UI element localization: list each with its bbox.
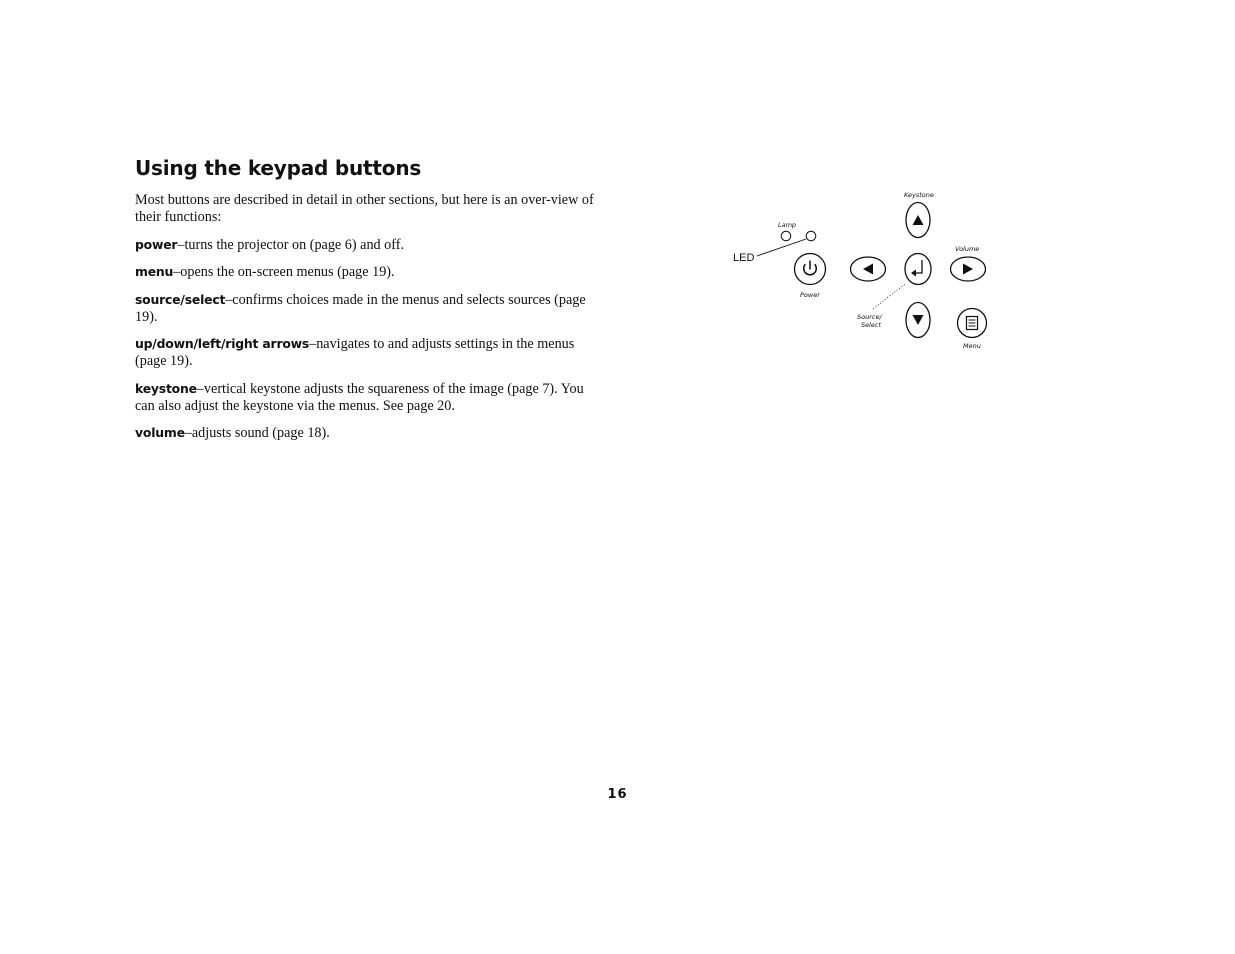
source-label-line2: Select xyxy=(861,321,882,329)
left-arrow-button[interactable] xyxy=(851,257,886,281)
body-text xyxy=(135,192,597,452)
led-callout-line xyxy=(757,239,806,256)
desc-source-select: –confirms choices made in the menus and selects sources (page 19). xyxy=(135,291,586,325)
item-arrows xyxy=(135,335,597,370)
item-volume xyxy=(135,424,597,442)
down-arrow-button[interactable] xyxy=(906,303,930,338)
desc-arrows: –navigates to and adjusts settings in the menus (page 19). xyxy=(135,336,575,369)
term-source-select: source/select xyxy=(135,291,226,307)
lamp-label: Lamp xyxy=(778,221,797,229)
term-power: power xyxy=(135,236,178,252)
source-callout-line xyxy=(873,284,905,309)
item-source-select xyxy=(135,291,597,326)
up-arrow-button[interactable] xyxy=(906,203,930,238)
intro-paragraph: Most buttons are described in detail in other sections, but here is an over-view of their functions: xyxy=(135,192,594,225)
desc-keystone: –vertical keystone adjusts the squareness of the image (page 7). You can also adjust the keystone via the menus. See page 20. xyxy=(135,380,584,414)
power-button[interactable] xyxy=(795,254,826,285)
volume-label: Volume xyxy=(955,245,980,253)
power-label: Power xyxy=(800,291,820,299)
power-led-icon xyxy=(806,231,816,241)
lamp-led-icon xyxy=(781,231,791,241)
source-label-line1: Source/ xyxy=(857,313,882,321)
term-arrows: up/down/left/right arrows xyxy=(135,336,310,351)
item-power xyxy=(135,236,597,254)
term-keystone: keystone xyxy=(135,380,197,396)
menu-button[interactable] xyxy=(958,309,987,338)
right-arrow-button[interactable] xyxy=(951,257,986,281)
desc-power: –turns the projector on (page 6) and off. xyxy=(177,236,405,253)
term-volume: volume xyxy=(135,425,185,440)
item-keystone xyxy=(135,380,597,415)
menu-label: Menu xyxy=(963,342,981,350)
led-label: LED xyxy=(733,252,755,264)
item-menu xyxy=(135,263,597,281)
term-menu: menu xyxy=(135,264,174,279)
desc-volume: –adjusts sound (page 18). xyxy=(184,425,330,441)
desc-menu: –opens the on-screen menus (page 19). xyxy=(173,264,395,280)
source-select-button[interactable] xyxy=(905,254,931,285)
section-heading: Using the keypad buttons xyxy=(135,156,422,180)
keystone-label: Keystone xyxy=(904,191,934,199)
page-number: 16 xyxy=(607,787,628,802)
keypad-diagram xyxy=(700,180,1020,360)
